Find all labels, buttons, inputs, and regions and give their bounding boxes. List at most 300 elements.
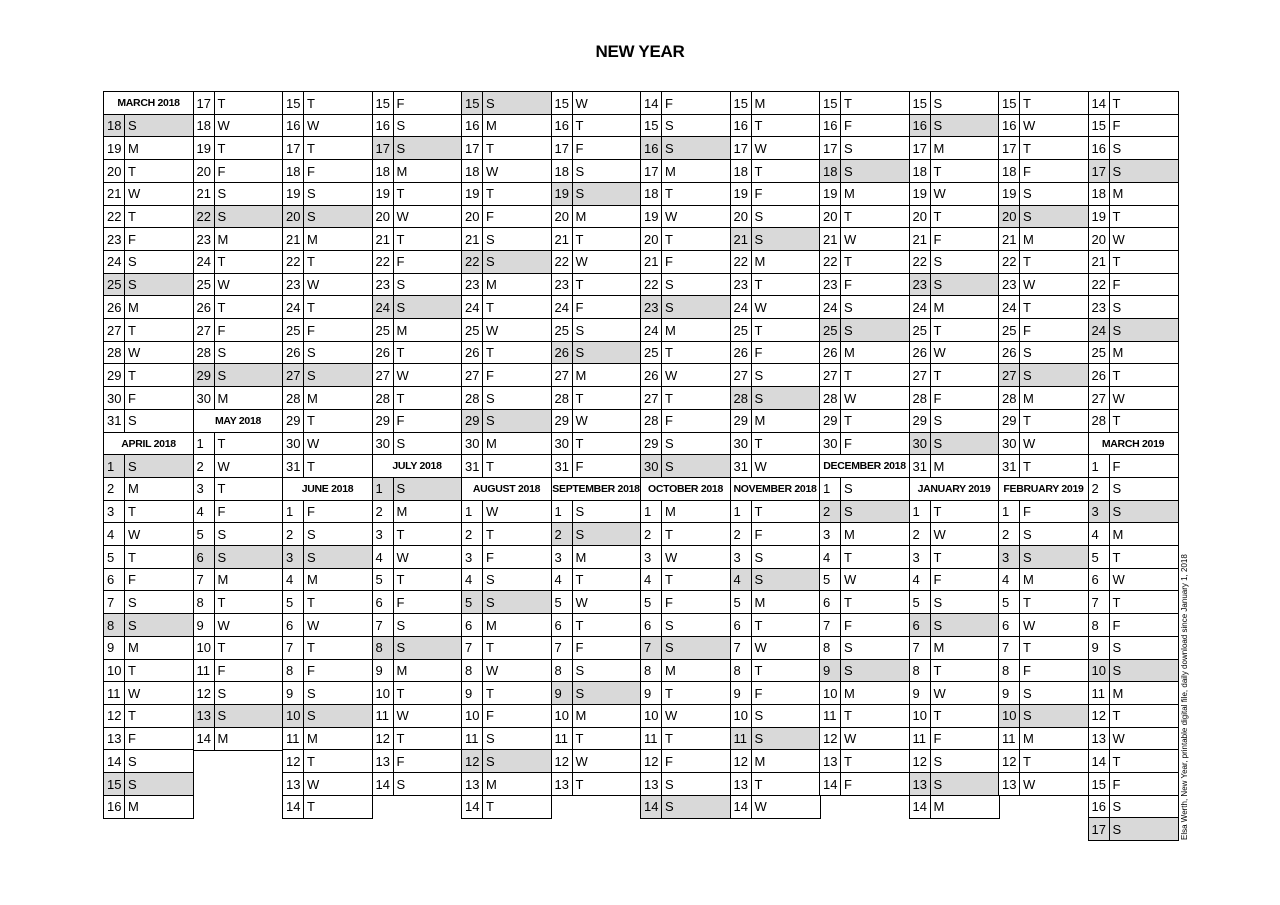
day-number: 23	[283, 274, 304, 296]
day-number: 8	[373, 637, 394, 659]
day-cell	[461, 454, 552, 478]
day-cell	[1088, 341, 1179, 365]
day-cell	[730, 500, 821, 524]
day-number: 18	[283, 160, 304, 182]
day-number: 3	[641, 546, 662, 568]
day-cell	[819, 386, 910, 410]
day-cell	[551, 500, 642, 524]
day-number: 22	[910, 251, 931, 273]
day-cell	[103, 295, 194, 319]
calendar-grid	[103, 91, 1178, 841]
weekday-letter: W	[844, 390, 857, 406]
day-number: 7	[731, 637, 752, 659]
day-cell	[909, 522, 1000, 546]
day-cell	[372, 341, 463, 365]
weekday-letter: F	[217, 322, 226, 338]
day-cell	[1088, 749, 1179, 773]
weekday-letter: S	[1112, 640, 1122, 656]
day-number: 15	[552, 92, 573, 114]
weekday-letter: S	[307, 708, 316, 724]
day-cell	[372, 477, 463, 501]
weekday-letter: F	[575, 640, 584, 656]
weekday-letter: F	[754, 345, 763, 361]
day-number: 12	[731, 750, 752, 772]
weekday-letter: M	[1023, 572, 1034, 588]
day-number: 28	[462, 387, 483, 409]
day-number: 20	[910, 206, 931, 228]
weekday-letter: S	[486, 231, 495, 247]
day-number: 5	[194, 523, 215, 545]
day-cell	[372, 386, 463, 410]
day-number: 10	[552, 705, 573, 727]
weekday-letter: S	[665, 799, 674, 815]
day-number: 10	[194, 637, 215, 659]
day-number: 20	[194, 160, 215, 182]
weekday-letter: M	[486, 617, 497, 633]
day-cell	[1088, 817, 1179, 841]
day-cell	[1088, 273, 1179, 297]
weekday-letter: W	[486, 322, 499, 338]
weekday-letter: S	[1112, 663, 1122, 678]
day-cell	[730, 590, 821, 614]
weekday-letter: M	[754, 95, 766, 111]
day-number: 6	[1089, 569, 1110, 591]
day-cell	[372, 659, 463, 683]
day-cell	[551, 454, 642, 478]
day-number: 15	[104, 773, 125, 795]
day-number: 23	[820, 274, 841, 296]
weekday-letter: F	[933, 390, 942, 406]
day-number: 1	[283, 501, 304, 523]
weekday-letter: T	[1112, 367, 1121, 383]
weekday-letter: S	[396, 118, 406, 134]
day-number: 15	[1089, 773, 1110, 795]
weekday-letter: W	[128, 685, 141, 701]
weekday-letter: S	[396, 776, 406, 792]
day-cell	[640, 341, 731, 365]
day-number: 25	[283, 319, 304, 341]
day-cell	[551, 545, 642, 569]
weekday-letter: S	[1023, 367, 1032, 383]
day-cell	[909, 432, 1000, 456]
day-number: 12	[194, 682, 215, 704]
weekday-letter: T	[128, 504, 136, 520]
day-number: 19	[1089, 206, 1110, 228]
day-number: 15	[820, 92, 841, 114]
day-cell	[730, 295, 821, 319]
weekday-letter: T	[933, 367, 942, 383]
weekday-letter: W	[575, 413, 588, 429]
day-number: 12	[373, 728, 394, 750]
day-cell	[193, 250, 284, 274]
weekday-letter: F	[754, 526, 763, 542]
day-number: 20	[283, 206, 304, 228]
weekday-letter: S	[1112, 481, 1122, 497]
weekday-letter: F	[1112, 277, 1121, 293]
weekday-letter: T	[217, 436, 226, 451]
day-number: 17	[910, 137, 931, 159]
weekday-letter: S	[665, 458, 674, 474]
day-number: 30	[462, 433, 483, 455]
day-cell	[998, 522, 1089, 546]
day-cell	[819, 772, 910, 796]
day-number: 22	[373, 251, 394, 273]
day-cell	[551, 295, 642, 319]
weekday-letter: T	[396, 345, 405, 361]
day-number: 19	[373, 183, 394, 205]
day-cell	[640, 795, 731, 819]
day-number: 17	[194, 92, 215, 114]
day-number: 26	[462, 342, 483, 364]
day-number: 25	[194, 274, 215, 296]
day-number: 2	[731, 523, 752, 545]
day-cell	[282, 772, 373, 796]
weekday-letter: W	[486, 504, 499, 520]
day-number: 11	[641, 728, 662, 750]
day-cell	[730, 409, 821, 433]
weekday-letter: M	[307, 572, 318, 588]
weekday-letter: W	[396, 549, 409, 565]
day-number: 14	[194, 728, 215, 750]
weekday-letter: S	[754, 572, 764, 588]
day-number: 9	[104, 637, 125, 659]
day-cell	[909, 454, 1000, 478]
day-cell	[461, 795, 552, 819]
day-number: 21	[373, 228, 394, 250]
day-cell	[1088, 636, 1179, 660]
day-number: 5	[283, 591, 304, 613]
day-number: 9	[194, 614, 215, 636]
weekday-letter: W	[844, 572, 857, 588]
weekday-letter: W	[307, 277, 320, 293]
day-cell	[909, 363, 1000, 387]
day-cell	[1088, 500, 1179, 524]
day-cell	[282, 341, 373, 365]
day-cell	[819, 727, 910, 751]
day-cell	[819, 295, 910, 319]
day-cell	[998, 250, 1089, 274]
day-cell	[819, 273, 910, 297]
day-cell	[819, 91, 910, 115]
weekday-letter: T	[754, 663, 763, 678]
day-cell	[730, 227, 821, 251]
weekday-letter: T	[128, 549, 136, 565]
day-cell	[730, 432, 821, 456]
day-number: 27	[910, 364, 931, 386]
day-cell	[909, 545, 1000, 569]
day-number: 14	[283, 796, 304, 818]
weekday-letter: F	[396, 413, 405, 429]
day-cell	[640, 704, 731, 728]
weekday-letter: S	[754, 708, 764, 724]
weekday-letter: F	[128, 731, 136, 747]
day-cell	[909, 409, 1000, 433]
day-cell	[372, 363, 463, 387]
day-number: 13	[641, 773, 662, 795]
day-cell	[640, 590, 731, 614]
weekday-letter: F	[844, 277, 852, 293]
weekday-letter: T	[217, 95, 226, 111]
day-number: 1	[820, 478, 841, 500]
day-cell	[372, 136, 463, 160]
weekday-letter: W	[665, 549, 678, 565]
weekday-letter: S	[754, 549, 764, 565]
weekday-letter: M	[128, 799, 139, 815]
day-cell	[730, 91, 821, 115]
weekday-letter: S	[396, 481, 406, 497]
day-number: 31	[462, 455, 483, 477]
day-number: 4	[731, 569, 752, 591]
day-number: 7	[910, 637, 931, 659]
weekday-letter: F	[754, 685, 763, 701]
weekday-letter: W	[1023, 277, 1036, 293]
side-note: Elsa Werth, New Year, printable digital file, daily download since January 1, 2018	[1180, 554, 1189, 840]
day-cell	[730, 182, 821, 206]
day-number: 7	[1089, 591, 1110, 613]
weekday-letter: W	[1023, 617, 1036, 633]
weekday-letter: M	[486, 118, 497, 134]
day-cell	[461, 205, 552, 229]
weekday-letter: T	[396, 186, 405, 202]
weekday-letter: S	[307, 209, 316, 224]
day-number: 18	[373, 160, 394, 182]
weekday-letter: F	[307, 663, 315, 678]
day-number: 17	[820, 137, 841, 159]
day-number: 11	[1089, 682, 1110, 704]
weekday-letter: S	[307, 345, 316, 361]
day-number: 21	[641, 251, 662, 273]
day-cell	[640, 182, 731, 206]
day-number: 28	[999, 387, 1020, 409]
weekday-letter: W	[1023, 118, 1036, 134]
day-number: 10	[283, 705, 304, 727]
day-cell	[103, 613, 194, 637]
day-number: 8	[462, 660, 483, 682]
day-cell	[193, 295, 284, 319]
day-number: 7	[641, 637, 662, 659]
day-cell	[551, 227, 642, 251]
day-cell	[551, 636, 642, 660]
day-number: 13	[194, 705, 215, 727]
day-number: 19	[283, 183, 304, 205]
day-cell	[372, 432, 463, 456]
weekday-letter: T	[217, 140, 226, 156]
day-number: 20	[999, 206, 1020, 228]
day-number: 22	[999, 251, 1020, 273]
weekday-letter: S	[128, 413, 137, 429]
weekday-letter: T	[1112, 209, 1121, 224]
weekday-letter: S	[933, 95, 943, 111]
day-number: 28	[1089, 410, 1110, 432]
day-cell	[372, 91, 463, 115]
weekday-letter: S	[1023, 526, 1032, 542]
weekday-letter: S	[217, 685, 227, 701]
weekday-letter: T	[486, 186, 494, 202]
day-cell	[282, 454, 373, 478]
weekday-letter: M	[217, 572, 229, 588]
day-cell	[909, 749, 1000, 773]
day-number: 21	[194, 183, 215, 205]
weekday-letter: T	[396, 390, 405, 406]
weekday-letter: T	[1112, 95, 1121, 111]
day-cell	[909, 568, 1000, 592]
weekday-letter: W	[307, 776, 320, 792]
day-cell	[193, 545, 284, 569]
day-cell	[193, 159, 284, 183]
day-cell	[998, 432, 1089, 456]
page-title: NEW YEAR	[595, 42, 685, 61]
day-cell	[819, 590, 910, 614]
weekday-letter: T	[128, 708, 136, 724]
month-header: SEPTEMBER 2018	[551, 477, 642, 501]
weekday-letter: S	[486, 95, 495, 111]
day-number: 29	[552, 410, 573, 432]
day-cell	[282, 500, 373, 524]
day-number: 5	[373, 569, 394, 591]
day-number: 4	[104, 523, 125, 545]
weekday-letter: F	[128, 390, 136, 406]
day-cell	[103, 772, 194, 796]
day-cell	[193, 636, 284, 660]
weekday-letter: F	[486, 209, 494, 224]
weekday-letter: W	[665, 708, 678, 724]
weekday-letter: S	[933, 753, 943, 769]
weekday-letter: T	[575, 731, 584, 747]
weekday-letter: S	[128, 617, 137, 633]
weekday-letter: M	[396, 163, 408, 179]
day-number: 17	[373, 137, 394, 159]
day-number: 7	[999, 637, 1020, 659]
weekday-letter: W	[665, 367, 678, 383]
weekday-letter: W	[217, 277, 230, 293]
weekday-letter: T	[217, 481, 226, 497]
weekday-letter: T	[486, 140, 494, 156]
day-cell	[372, 613, 463, 637]
weekday-letter: F	[217, 504, 226, 520]
day-number: 14	[641, 796, 662, 818]
day-cell	[998, 341, 1089, 365]
weekday-letter: T	[128, 163, 136, 179]
day-cell	[103, 409, 194, 433]
day-cell	[461, 159, 552, 183]
day-number: 26	[999, 342, 1020, 364]
day-number: 21	[462, 228, 483, 250]
day-number: 28	[283, 387, 304, 409]
day-number: 4	[283, 569, 304, 591]
day-cell	[730, 727, 821, 751]
weekday-letter: S	[486, 753, 495, 769]
day-number: 17	[731, 137, 752, 159]
weekday-letter: S	[933, 277, 943, 293]
day-number: 8	[1089, 614, 1110, 636]
weekday-letter: T	[754, 776, 763, 792]
day-cell	[730, 545, 821, 569]
weekday-letter: S	[1112, 163, 1122, 179]
weekday-letter: F	[1112, 458, 1121, 474]
day-number: 22	[283, 251, 304, 273]
day-number: 22	[731, 251, 752, 273]
day-cell	[730, 704, 821, 728]
day-cell	[103, 205, 194, 229]
day-cell	[909, 250, 1000, 274]
weekday-letter: S	[665, 118, 674, 134]
day-number: 3	[731, 546, 752, 568]
day-cell	[461, 386, 552, 410]
weekday-letter: T	[933, 663, 942, 678]
day-number: 4	[373, 546, 394, 568]
weekday-letter: S	[217, 186, 227, 202]
day-cell	[640, 454, 731, 478]
day-cell	[640, 545, 731, 569]
day-number: 30	[552, 433, 573, 455]
day-cell	[998, 363, 1089, 387]
day-number: 1	[731, 501, 752, 523]
day-number: 28	[820, 387, 841, 409]
weekday-letter: T	[575, 118, 584, 134]
day-number: 23	[1089, 296, 1110, 318]
day-cell	[103, 363, 194, 387]
weekday-letter: T	[1023, 140, 1031, 156]
day-cell	[819, 318, 910, 342]
day-number: 12	[820, 728, 841, 750]
weekday-letter: S	[1023, 345, 1032, 361]
day-cell	[103, 749, 194, 773]
weekday-letter: S	[217, 209, 227, 224]
weekday-letter: S	[128, 753, 137, 769]
day-cell	[1088, 568, 1179, 592]
day-number: 12	[552, 750, 573, 772]
day-number: 27	[552, 364, 573, 386]
day-cell	[1088, 522, 1179, 546]
day-cell	[1088, 477, 1179, 501]
day-number: 30	[283, 433, 304, 455]
day-number: 11	[283, 728, 304, 750]
day-cell	[551, 659, 642, 683]
day-cell	[909, 318, 1000, 342]
day-number: 26	[104, 296, 125, 318]
day-cell	[282, 205, 373, 229]
weekday-letter: T	[844, 209, 852, 224]
day-cell	[998, 500, 1089, 524]
weekday-letter: S	[933, 254, 943, 270]
day-cell	[998, 205, 1089, 229]
day-cell	[1088, 409, 1179, 433]
day-cell	[909, 636, 1000, 660]
weekday-letter: M	[665, 163, 676, 179]
weekday-letter: S	[754, 390, 764, 406]
day-cell	[372, 772, 463, 796]
day-number: 9	[462, 682, 483, 704]
day-number: 16	[373, 115, 394, 137]
day-cell	[103, 522, 194, 546]
weekday-letter: T	[665, 231, 673, 247]
day-cell	[461, 772, 552, 796]
day-number: 9	[641, 682, 662, 704]
day-number: 18	[552, 160, 573, 182]
day-number: 23	[194, 228, 215, 250]
day-cell	[1088, 363, 1179, 387]
weekday-letter: T	[844, 708, 852, 724]
day-number: 1	[104, 455, 125, 477]
day-cell	[193, 114, 284, 138]
day-number: 19	[910, 183, 931, 205]
day-number: 2	[194, 455, 215, 477]
day-number: 17	[1089, 818, 1110, 840]
day-number: 16	[641, 137, 662, 159]
weekday-letter: S	[933, 436, 943, 451]
day-number: 1	[552, 501, 573, 523]
day-number: 29	[373, 410, 394, 432]
